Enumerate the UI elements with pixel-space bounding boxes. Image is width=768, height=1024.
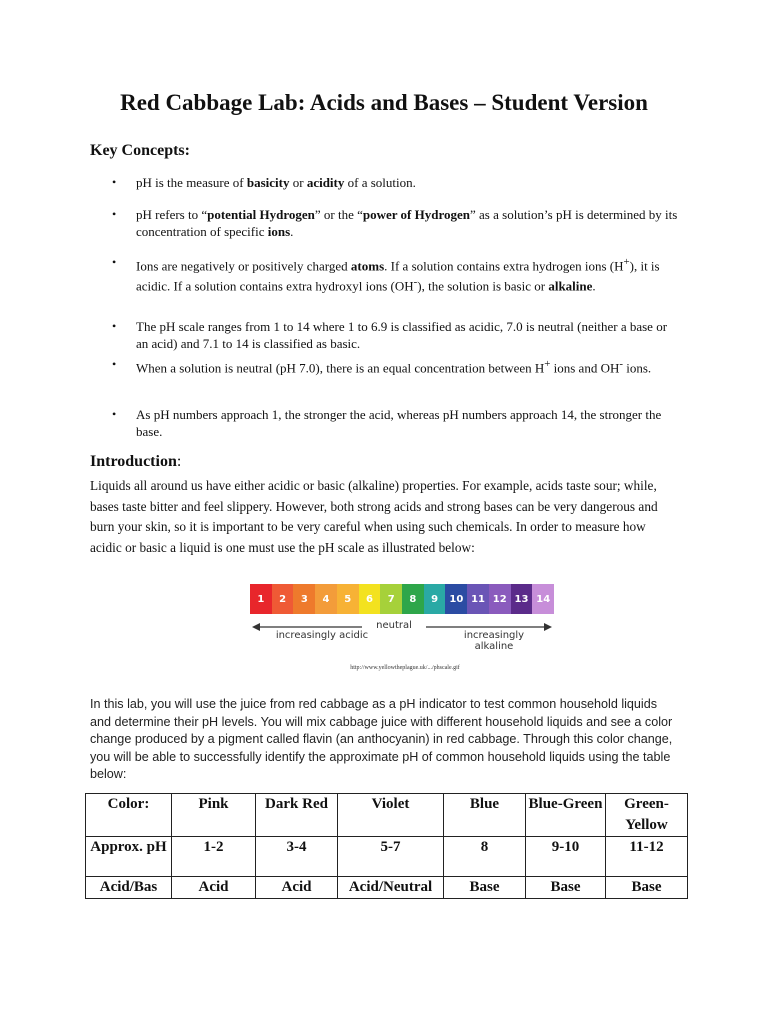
- key-concepts-heading: Key Concepts:: [90, 142, 190, 159]
- image-caption-url: http://www.yellowtheplague.uk/.../phscale.gif: [350, 665, 460, 671]
- table-cell: Acid: [172, 877, 256, 899]
- table-cell: 3-4: [256, 837, 338, 877]
- table-cell: Acid/Bas: [86, 877, 172, 899]
- document-page: Red Cabbage Lab: Acids and Bases – Student Version Key Concepts: • pH is the measure of basicity or acidity of a solution. • pH refers to “potential Hydrogen” or the “power of Hydrogen” as a solution’s pH is determined by its concentration of specific ions. • Ions are negatively or positively charged atoms. If a solution contains extra hydrogen ions (H+), it is acidic. If a solution contains extra hydroxyl ions (OH-), the solution is basic or alkaline. • The pH scale ranges from 1 to 14 where 1 to 6.9 is classified as acidic, 7.0 is neutral (neither a base or an acid) and 7.1 to 14 is classified as basic. • When a solution is neutral (pH 7.0), there is an equal concentration between H+ ions and OH- ions. • As pH numbers approach 1, the stronger the acid, whereas pH numbers approach 14, the stronger the base. Introduction: Liquids all around us have either acidic or basic (alkaline) properties. For example, acids taste sour; while, bases taste bitter and feel slippery. However, both strong acids and strong bases can be very dangerous and burn your skin, so it is important to be very careful when using such chemicals. In order to measure how acidic or basic a liquid is one must use the pH scale as illustrated below: 1 2 3 4 5 6 7 8 9 10 11 12 13 14 increasingly acidic neutral increasingly alkaline http://www.yellowtheplague.uk/.../phscale.gif In this lab, you will use the juice from red cabbage as a pH indicator to test common household liquids and determine their pH levels. You will mix cabbage juice with different household liquids and see a color change produced by a pigment called flavin (an anthocyanin) in red cabbage. Through this color change, you will be able to successfully identify the approximate pH of common household liquids using the table below: Color: Pink Dark Red Violet Blue Blue-Green Green-Yellow Approx. pH 1-2 3-4 5-7 8 9-10 11-12 Acid/Bas Acid Acid Acid/Neutral Base Base Base: [0, 0, 768, 1024]
- table-row-color: [86, 794, 688, 837]
- lab-paragraph: In this lab, you will use the juice from red cabbage as a pH indicator to test common household liquids and determine their pH levels. You will mix cabbage juice with different household liquids and see a color change produced by a pigment called flavin (an anthocyanin) in red cabbage. Through this color change, you will be able to successfully identify the approximate pH of common household liquids using the table below:: [90, 697, 673, 781]
- table-cell: 11-12: [606, 837, 688, 877]
- table-cell: Acid: [256, 877, 338, 899]
- scale-label-acidic: increasingly acidic: [275, 630, 369, 641]
- bullet-marker: •: [112, 207, 117, 221]
- ph-box: 1: [250, 584, 272, 614]
- ph-box: 12: [489, 584, 511, 614]
- table-cell: Base: [444, 877, 526, 899]
- table-cell: Acid/Neutral: [338, 877, 444, 899]
- table-cell: Approx. pH: [86, 837, 172, 877]
- table-cell: Color:: [86, 794, 172, 837]
- table-cell: Base: [526, 877, 606, 899]
- table-row-type: [86, 877, 688, 899]
- table-cell: 9-10: [526, 837, 606, 877]
- bullet-marker: •: [112, 255, 117, 269]
- ph-box: 6: [359, 584, 381, 614]
- bullet-marker: •: [112, 319, 117, 333]
- ph-box: 13: [511, 584, 533, 614]
- table-cell: Base: [606, 877, 688, 899]
- ph-box: 5: [337, 584, 359, 614]
- ph-box: 10: [445, 584, 467, 614]
- ph-box: 8: [402, 584, 424, 614]
- ph-box: 11: [467, 584, 489, 614]
- ph-box: 4: [315, 584, 337, 614]
- ph-box: 14: [532, 584, 554, 614]
- table-cell: Dark Red: [256, 794, 338, 837]
- table-cell: 5-7: [338, 837, 444, 877]
- ph-box: 2: [272, 584, 294, 614]
- scale-label-alkaline: increasingly alkaline: [463, 630, 525, 652]
- introduction-heading: Introduction:: [90, 453, 182, 470]
- table-cell: 8: [444, 837, 526, 877]
- bullet-marker: •: [112, 407, 117, 421]
- introduction-paragraph: Liquids all around us have either acidic or basic (alkaline) properties. For example, acids taste sour; while, bases taste bitter and feel slippery. However, both strong acids and strong bases can be very dangerous and burn your skin, so it is important to be very careful when using such chemicals. In order to measure how acidic or basic a liquid is one must use the pH scale as illustrated below:: [90, 478, 658, 555]
- table-cell: Pink: [172, 794, 256, 837]
- scale-label-neutral: neutral: [376, 620, 412, 631]
- page-title: Red Cabbage Lab: Acids and Bases – Student Version: [120, 90, 648, 115]
- table-cell: Violet: [338, 794, 444, 837]
- table-cell: Blue: [444, 794, 526, 837]
- ph-box: 9: [424, 584, 446, 614]
- table-row-ph: [86, 837, 688, 877]
- bullet-marker: •: [112, 357, 117, 371]
- ph-scale-boxes: [250, 580, 554, 618]
- ph-box: 7: [380, 584, 402, 614]
- ph-box: 3: [293, 584, 315, 614]
- ph-scale-figure: [250, 580, 554, 660]
- bullet-marker: •: [112, 175, 117, 189]
- table-cell: Green-Yellow: [606, 794, 688, 837]
- table-cell: Blue-Green: [526, 794, 606, 837]
- table-cell: 1-2: [172, 837, 256, 877]
- indicator-table: [85, 793, 688, 899]
